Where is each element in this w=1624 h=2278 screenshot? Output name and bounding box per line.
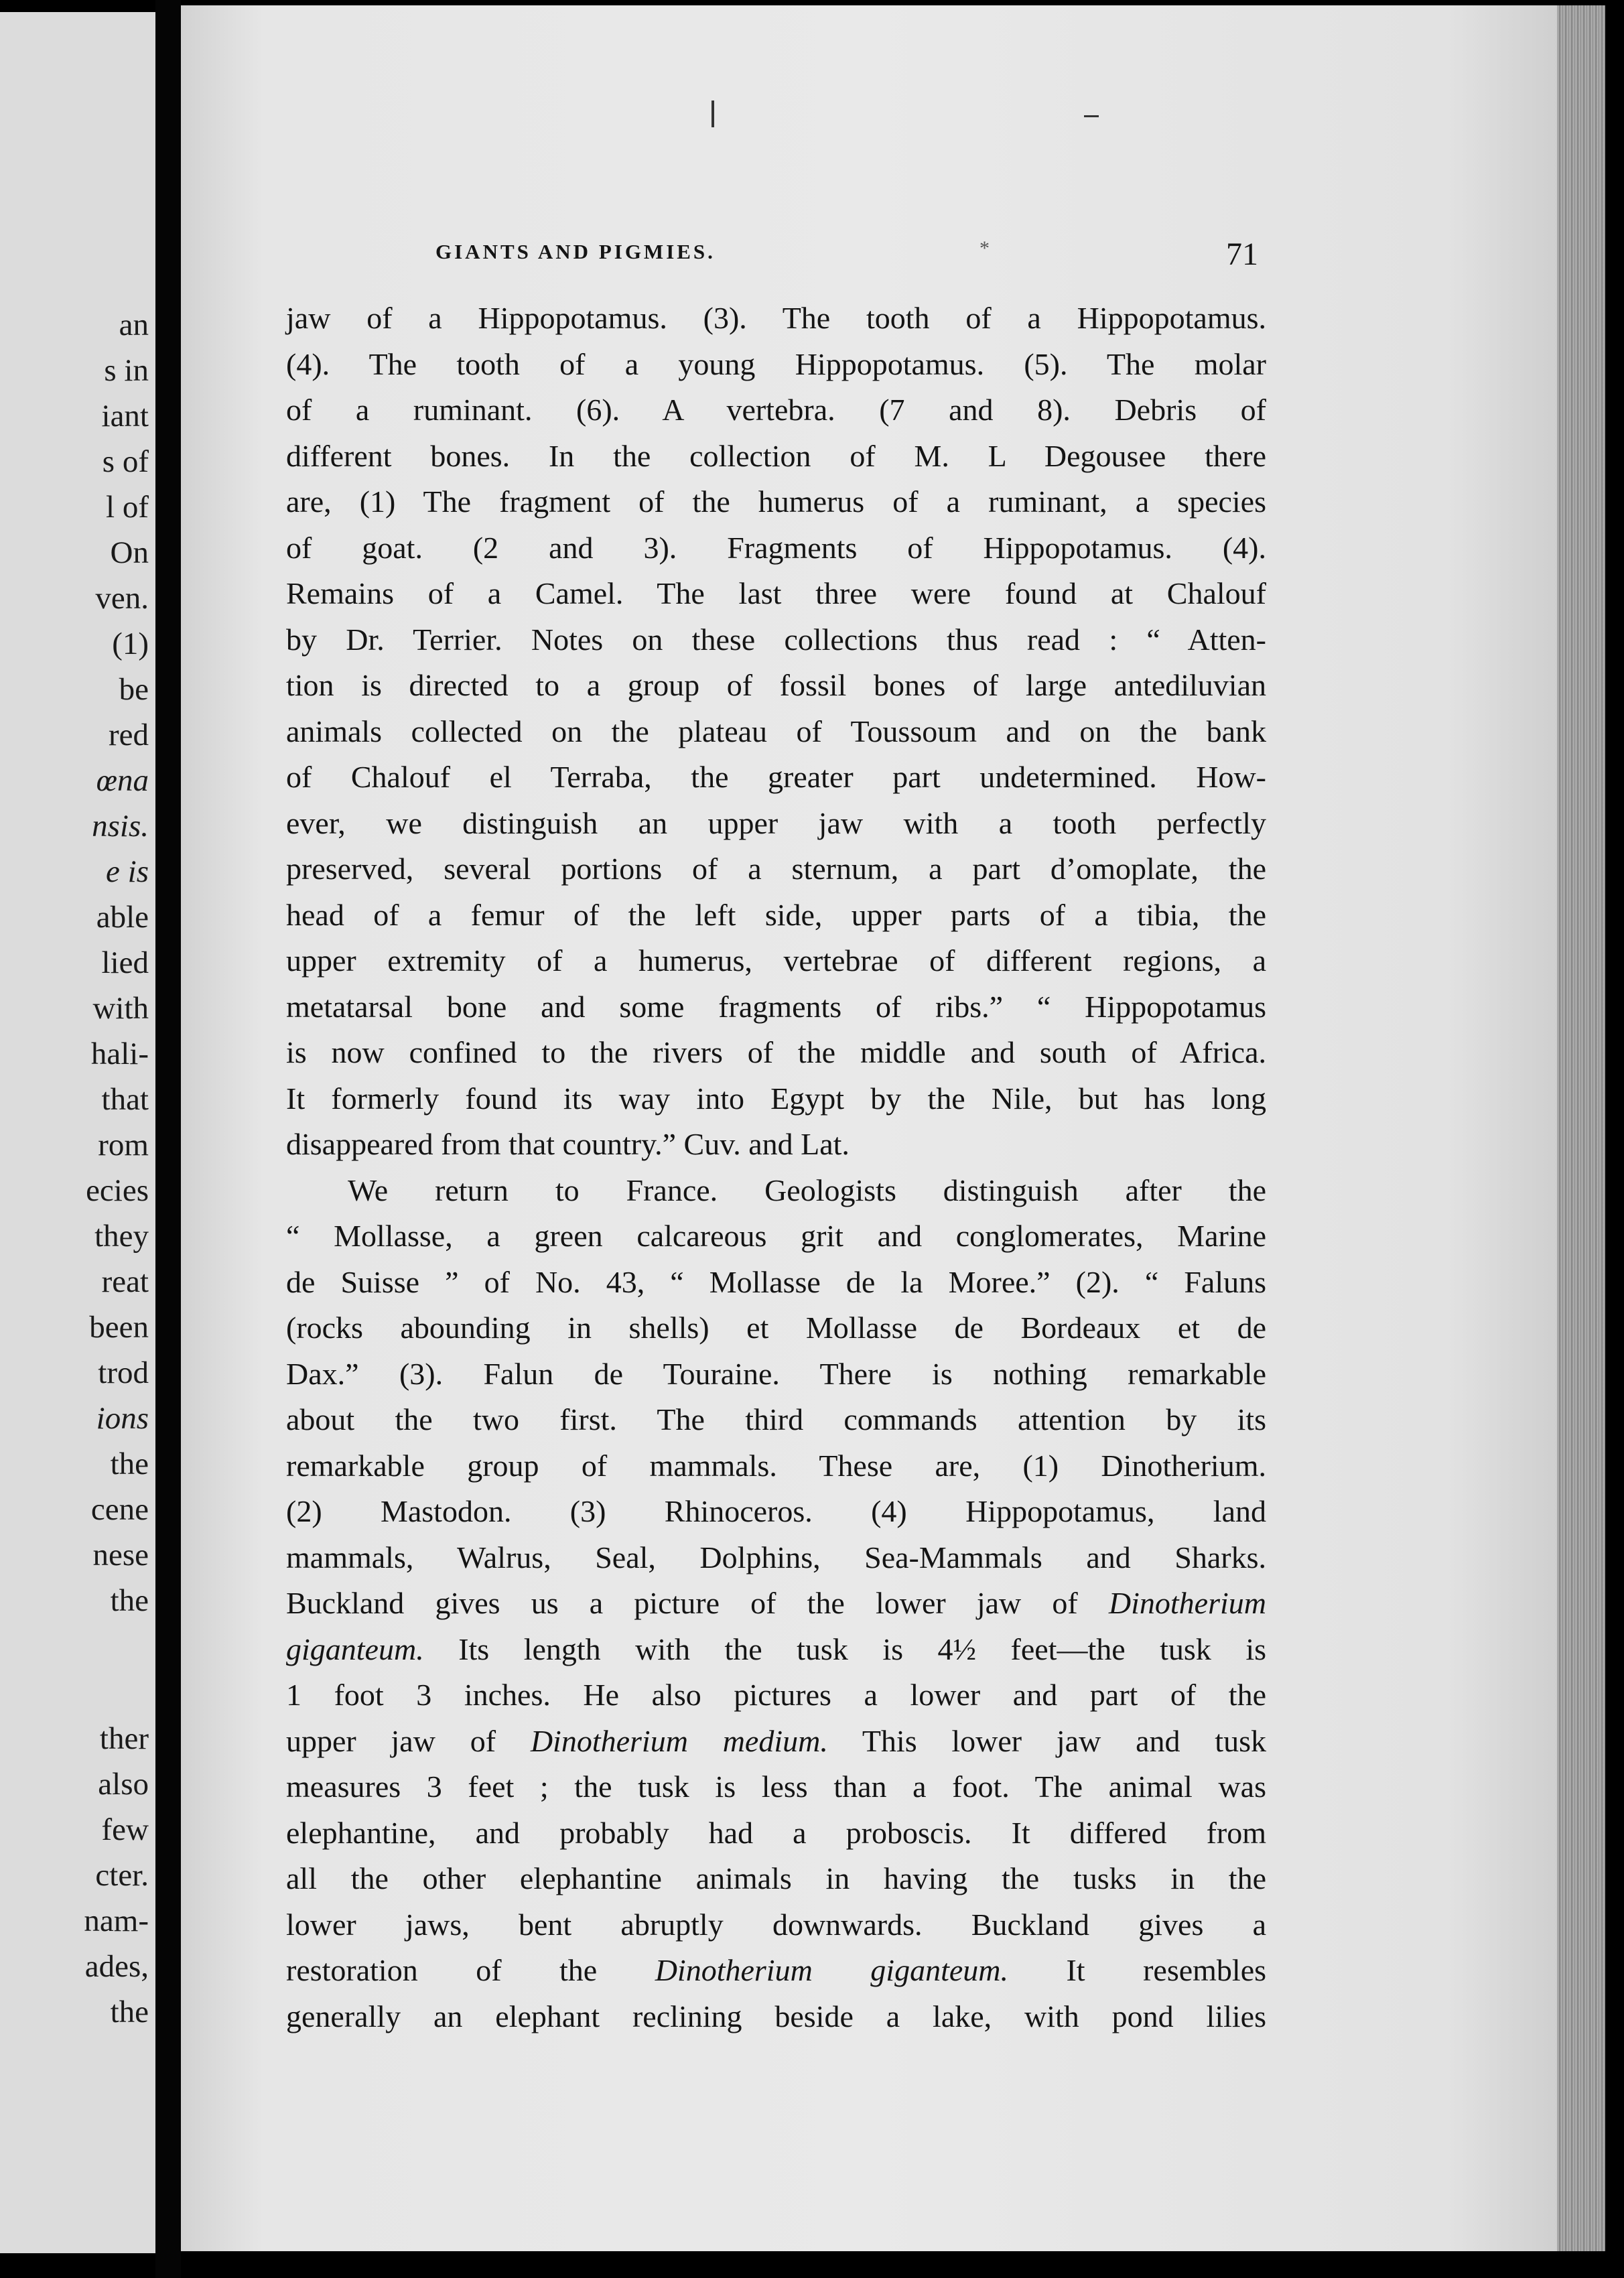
body-text: [286, 295, 1266, 2039]
text-line: [286, 1627, 1266, 1673]
line-text: ever, we distinguish an upper jaw with a tooth perfectly: [286, 805, 1266, 840]
line-text: elephantine, and probably had a proboscis. It differed from: [286, 1815, 1266, 1850]
line-text: restoration of the: [286, 1953, 655, 1987]
line-text: de Suisse ” of No. 43, “ Mollasse de la Moree.” (2). “ Faluns: [286, 1264, 1266, 1299]
line-text: (4). The tooth of a young Hippopotamus. (5). The molar: [286, 346, 1266, 381]
facing-page-fragment: On: [110, 535, 149, 570]
line-text: “ Mollasse, a green calcareous grit and conglomerates, Marine: [286, 1219, 1266, 1253]
text-line: [286, 1168, 1266, 1214]
text-line: [286, 709, 1266, 755]
text-line: [286, 1764, 1266, 1810]
line-text: are, (1) The fragment of the humerus of a ruminant, a species: [286, 484, 1266, 519]
text-line: [286, 1489, 1266, 1535]
facing-page-fragment: the: [110, 1995, 149, 2029]
text-line: [286, 1581, 1266, 1627]
text-line: [286, 801, 1266, 847]
running-title: GIANTS AND PIGMIES.: [435, 240, 716, 263]
facing-page-fragment: e is: [106, 854, 149, 889]
text-line: [286, 1076, 1266, 1122]
facing-page-fragment: hali-: [90, 1036, 149, 1071]
facing-page-fragment: reat: [101, 1264, 149, 1299]
text-line: [286, 1260, 1266, 1306]
facing-page-fragment: ecies: [86, 1173, 149, 1208]
text-line: [286, 342, 1266, 388]
facing-page-fragment: œna: [96, 763, 149, 798]
facing-page-fragment: also: [98, 1767, 149, 1802]
text-line: [286, 1672, 1266, 1719]
facing-page-fragment: rom: [98, 1128, 149, 1162]
facing-page-fragment: cene: [90, 1492, 149, 1527]
ink-speck: [1084, 115, 1099, 117]
line-text: measures 3 feet ; the tusk is less than a foot. The animal was: [286, 1769, 1266, 1804]
text-line: [286, 1994, 1266, 2040]
text-line: [286, 295, 1266, 342]
line-text: (rocks abounding in shells) et Mollasse de Bordeaux et de: [286, 1311, 1266, 1345]
line-text: head of a femur of the left side, upper parts of a tibia, the: [286, 897, 1266, 932]
line-text: is now confined to the rivers of the middle and south of Africa.: [286, 1035, 1266, 1069]
line-text: 1 foot 3 inches. He also pictures a lower and part of the: [286, 1678, 1266, 1712]
facing-page-fragment: red: [108, 718, 149, 752]
line-text: generally an elephant reclining beside a lake, with pond lilies: [286, 1999, 1266, 2033]
facing-page-fragment: be: [119, 672, 149, 707]
text-line: [286, 1948, 1266, 1994]
line-text: tion is directed to a group of fossil bones of large antediluvian: [286, 668, 1266, 702]
line-text: mammals, Walrus, Seal, Dolphins, Sea-Mammals and Sharks.: [286, 1540, 1266, 1574]
text-line: [286, 892, 1266, 939]
text-line: [286, 571, 1266, 617]
line-text: We return to France. Geologists distinguish after the: [348, 1172, 1266, 1207]
text-line: [286, 984, 1266, 1030]
text-line: [286, 479, 1266, 525]
line-text: It formerly found its way into Egypt by the Nile, but has long: [286, 1081, 1266, 1116]
facing-page-fragment: ades,: [84, 1949, 149, 1984]
page-number: 71: [1226, 237, 1258, 272]
facing-page-left: [0, 12, 155, 2253]
text-line: [286, 1305, 1266, 1351]
facing-page-fragment: nsis.: [92, 809, 149, 844]
line-text: Dax.” (3). Falun de Touraine. There is nothing remarkable: [286, 1356, 1266, 1391]
line-text: upper jaw of: [286, 1723, 531, 1758]
facing-page-fragment: l of: [106, 490, 149, 525]
facing-page-fragment: iant: [101, 399, 149, 433]
text-line: [286, 663, 1266, 709]
facing-page-fragment: nese: [92, 1538, 149, 1572]
facing-page-fragment: (1): [112, 626, 149, 661]
text-line: [286, 387, 1266, 433]
italic-term: Dinotherium: [1108, 1586, 1266, 1620]
line-text: lower jaws, bent abruptly downwards. Buckland gives a: [286, 1907, 1266, 1942]
text-line: [286, 1443, 1266, 1489]
facing-page-fragment: the: [110, 1447, 149, 1481]
facing-page-fragment: s of: [102, 444, 149, 479]
book-gutter: [155, 0, 181, 2278]
text-line: [286, 1213, 1266, 1260]
facing-page-fragment: they: [94, 1219, 149, 1254]
line-text: Remains of a Camel. The last three were found at Chalouf: [286, 576, 1266, 610]
text-line: [286, 1351, 1266, 1398]
text-line: [286, 1719, 1266, 1765]
line-text: Its length with the tusk is 4½ feet—the tusk is: [423, 1631, 1266, 1666]
line-text: jaw of a Hippopotamus. (3). The tooth of a Hippopotamus.: [286, 301, 1266, 335]
line-text: different bones. In the collection of M. L Degousee there: [286, 438, 1266, 473]
text-line: [286, 1397, 1266, 1443]
text-line: [286, 1122, 1266, 1168]
line-text: metatarsal bone and some fragments of ribs.” “ Hippopotamus: [286, 989, 1266, 1024]
facing-page-fragment: ven.: [95, 581, 149, 616]
facing-page-fragment: ions: [96, 1401, 149, 1436]
facing-page-fragment: able: [96, 900, 149, 935]
text-line: [286, 938, 1266, 984]
facing-page-fragment: that: [101, 1082, 149, 1117]
line-text: (2) Mastodon. (3) Rhinoceros. (4) Hippopotamus, land: [286, 1494, 1266, 1528]
text-line: [286, 1856, 1266, 1902]
facing-page-fragment: s in: [104, 353, 149, 388]
text-line: [286, 525, 1266, 572]
line-text: of goat. (2 and 3). Fragments of Hippopotamus. (4).: [286, 530, 1266, 565]
ornament-mark: *: [979, 237, 990, 259]
line-text: of Chalouf el Terraba, the greater part undetermined. How-: [286, 760, 1266, 794]
ink-speck: [712, 100, 714, 127]
line-text: This lower jaw and tusk: [827, 1723, 1266, 1758]
text-line: [286, 1902, 1266, 1948]
line-text: all the other elephantine animals in having the tusks in the: [286, 1861, 1266, 1895]
line-text: by Dr. Terrier. Notes on these collections thus read : “ Atten-: [286, 622, 1266, 657]
facing-page-fragment: been: [89, 1310, 149, 1345]
facing-page-fragment: cter.: [95, 1858, 149, 1893]
line-text: upper extremity of a humerus, vertebrae of different regions, a: [286, 943, 1266, 978]
line-text: disappeared from that country.” Cuv. and Lat.: [286, 1127, 850, 1161]
line-text: preserved, several portions of a sternum, a part d’omoplate, the: [286, 852, 1266, 886]
facing-page-fragment: ther: [99, 1721, 149, 1756]
italic-term: Dinotherium giganteum.: [655, 1953, 1008, 1987]
line-text: animals collected on the plateau of Toussoum and on the bank: [286, 714, 1266, 748]
facing-page-fragment: trod: [98, 1355, 149, 1390]
text-line: [286, 754, 1266, 801]
text-line: [286, 1030, 1266, 1076]
text-line: [286, 433, 1266, 480]
text-line: [286, 1810, 1266, 1857]
italic-term: Dinotherium medium.: [530, 1723, 828, 1758]
facing-page-fragment: lied: [101, 945, 149, 980]
facing-page-fragment: an: [119, 308, 149, 342]
facing-page-fragment: the: [110, 1583, 149, 1618]
text-line: [286, 1535, 1266, 1581]
facing-page-fragment: few: [101, 1812, 149, 1847]
line-text: Buckland gives us a picture of the lower jaw of: [286, 1586, 1109, 1620]
text-line: [286, 617, 1266, 663]
italic-term: giganteum.: [286, 1631, 424, 1666]
facing-page-fragment: nam-: [84, 1903, 149, 1938]
running-head: [435, 236, 1258, 276]
line-text: about the two first. The third commands attention by its: [286, 1402, 1266, 1436]
text-line: [286, 846, 1266, 892]
line-text: remarkable group of mammals. These are, (1) Dinotherium.: [286, 1448, 1266, 1483]
page-edges: [1557, 5, 1605, 2251]
line-text: of a ruminant. (6). A vertebra. (7 and 8). Debris of: [286, 393, 1266, 427]
line-text: It resembles: [1008, 1953, 1267, 1987]
facing-page-fragment: with: [92, 991, 149, 1026]
